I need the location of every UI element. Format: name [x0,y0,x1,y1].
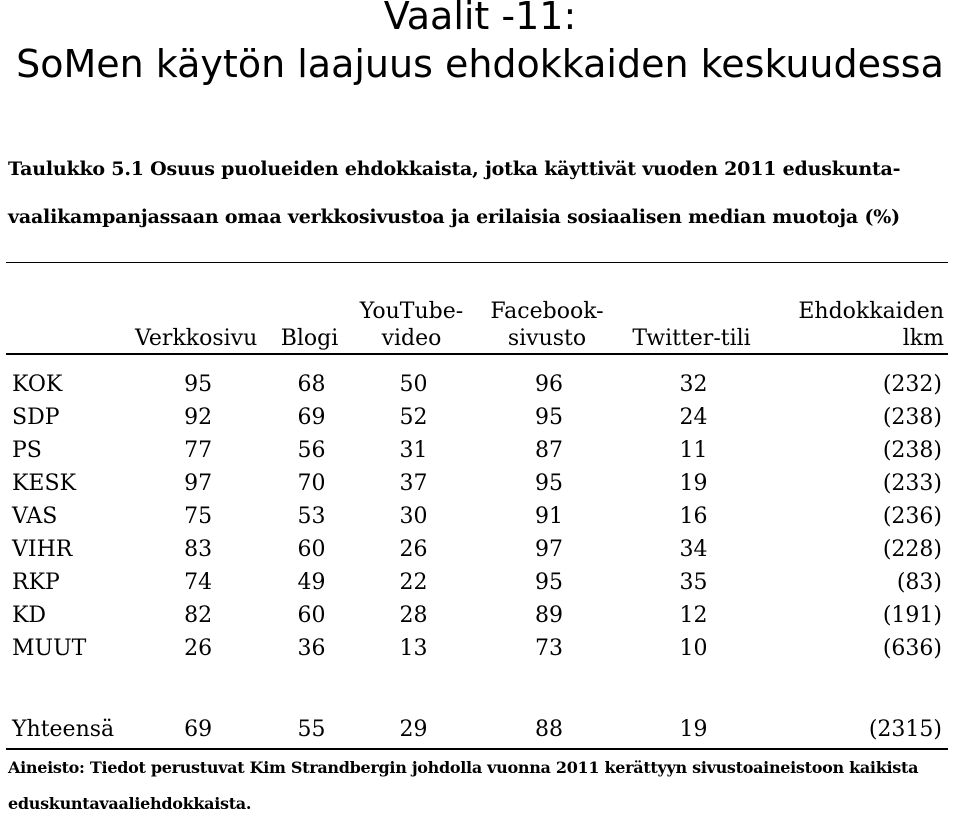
header-youtube: YouTube- video [359,299,464,351]
verkkosivu-cell: 92 [184,405,213,430]
blogi-cell: 68 [297,372,326,397]
verkkosivu-cell: 26 [184,636,213,661]
table-row [6,632,948,665]
total-facebook: 88 [534,717,563,742]
blogi-cell: 36 [297,636,326,661]
party-cell: RKP [12,570,60,595]
total-verkkosivu: 69 [184,717,213,742]
count-cell: (238) [882,438,942,463]
table-row [6,401,948,434]
blogi-cell: 60 [297,603,326,628]
count-cell: (238) [882,405,942,430]
slide-title-line-1: Vaalit -11: [383,0,577,38]
youtube-cell: 30 [399,504,428,529]
table-caption-line-2: vaalikampanjassaan omaa verkkosivustoa ja erilaisia sosiaalisen median muotoja (%) [8,206,900,228]
facebook-cell: 95 [534,471,563,496]
table-row [6,434,948,467]
party-cell: KOK [12,372,63,397]
blogi-cell: 49 [297,570,326,595]
twitter-cell: 35 [679,570,708,595]
verkkosivu-cell: 82 [184,603,213,628]
blogi-cell: 60 [297,537,326,562]
slide-title [0,0,960,104]
count-cell: (233) [882,471,942,496]
header-party [6,290,122,352]
total-blogi: 55 [297,717,326,742]
verkkosivu-cell: 74 [184,570,213,595]
twitter-cell: 11 [679,438,708,463]
source-note [8,750,948,822]
header-blogi: Blogi [280,326,339,351]
header-candidate-count: Ehdokkaiden lkm [798,299,944,351]
count-cell: (636) [882,636,942,661]
facebook-cell: 91 [534,504,563,529]
slide-title-line-2: SoMen käytön laajuus ehdokkaiden keskuudessa [16,42,944,86]
youtube-cell: 22 [399,570,428,595]
facebook-cell: 73 [534,636,563,661]
table-row [6,368,948,401]
party-cell: KD [12,603,47,628]
party-cell: VIHR [12,537,73,562]
header-twitter: Twitter-tili [632,326,751,351]
table-header-row [6,290,948,352]
table-top-rule [6,262,948,263]
twitter-cell: 32 [679,372,708,397]
verkkosivu-cell: 77 [184,438,213,463]
header-facebook: Facebook- sivusto [490,299,604,351]
facebook-cell: 95 [534,405,563,430]
youtube-cell: 37 [399,471,428,496]
party-cell: PS [12,438,42,463]
count-cell: (232) [882,372,942,397]
table-row [6,467,948,500]
party-cell: VAS [12,504,58,529]
youtube-cell: 26 [399,537,428,562]
party-cell: KESK [12,471,77,496]
source-note-line-2: eduskuntavaaliehdokkaista. [8,794,252,813]
table-row [6,500,948,533]
twitter-cell: 19 [679,471,708,496]
facebook-cell: 89 [534,603,563,628]
count-cell: (83) [896,570,942,595]
twitter-cell: 10 [679,636,708,661]
table-row [6,599,948,632]
youtube-cell: 31 [399,438,428,463]
header-gap [6,352,948,368]
youtube-cell: 50 [399,372,428,397]
verkkosivu-cell: 97 [184,471,213,496]
verkkosivu-cell: 83 [184,537,213,562]
twitter-cell: 16 [679,504,708,529]
total-twitter: 19 [679,717,708,742]
table-row [6,566,948,599]
twitter-cell: 34 [679,537,708,562]
source-note-line-1: Aineisto: Tiedot perustuvat Kim Strandbergin johdolla vuonna 2011 kerättyyn sivustoaineistoon kaikista [8,758,919,777]
total-row [6,713,948,746]
blogi-cell: 70 [297,471,326,496]
table-row [6,533,948,566]
twitter-cell: 24 [679,405,708,430]
count-cell: (191) [882,603,942,628]
count-cell: (228) [882,537,942,562]
total-gap [6,665,948,713]
candidates-social-media-table [6,290,948,746]
facebook-cell: 87 [534,438,563,463]
total-youtube: 29 [399,717,428,742]
verkkosivu-cell: 95 [184,372,213,397]
facebook-cell: 95 [534,570,563,595]
total-count: (2315) [868,717,942,742]
facebook-cell: 96 [534,372,563,397]
table-caption-line-1: Taulukko 5.1 Osuus puolueiden ehdokkaista, jotka käyttivät vuoden 2011 eduskunta- [8,158,901,180]
blogi-cell: 53 [297,504,326,529]
verkkosivu-cell: 75 [184,504,213,529]
youtube-cell: 13 [399,636,428,661]
table-caption [8,145,948,241]
blogi-cell: 69 [297,405,326,430]
count-cell: (236) [882,504,942,529]
total-label: Yhteensä [12,717,115,742]
party-cell: MUUT [12,636,87,661]
facebook-cell: 97 [534,537,563,562]
twitter-cell: 12 [679,603,708,628]
blogi-cell: 56 [297,438,326,463]
party-cell: SDP [12,405,60,430]
header-verkkosivu: Verkkosivu [135,326,258,351]
youtube-cell: 52 [399,405,428,430]
youtube-cell: 28 [399,603,428,628]
